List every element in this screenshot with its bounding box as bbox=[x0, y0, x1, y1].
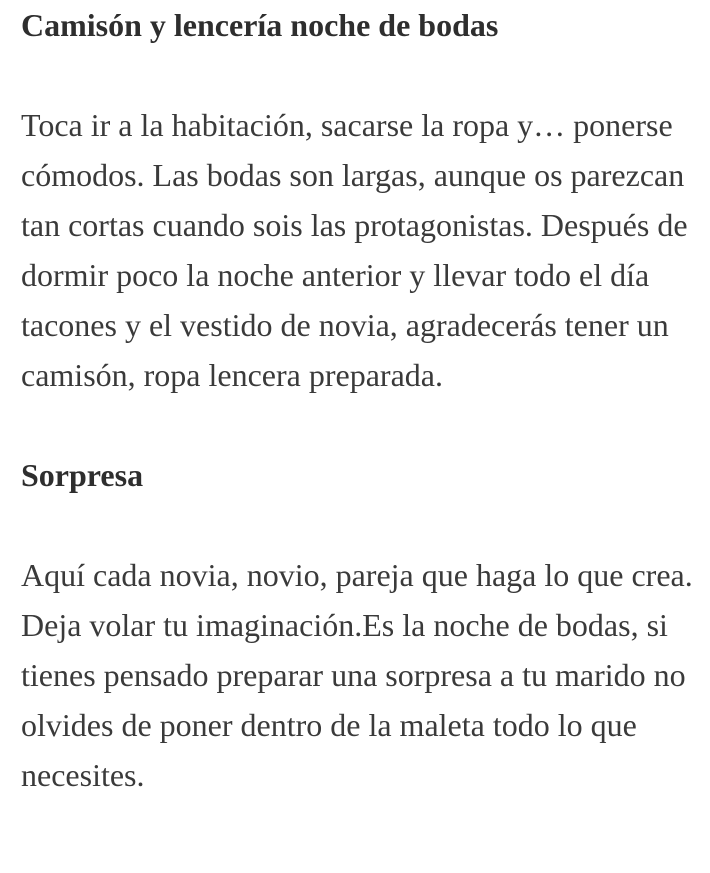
section-heading-camison: Camisón y lencería noche de bodas bbox=[21, 7, 499, 43]
spacer bbox=[21, 400, 696, 450]
section-body-camison: Toca ir a la habitación, sacarse la ropa y… ponerse cómodos. Las bodas son largas, aunque os parezcan tan cortas cuando sois las protagonistas. Después de dormir poco la noche anterior y llevar todo el día tacones y el vestido de novia, agradecerás tener un camisón, ropa lencera preparada. bbox=[21, 107, 688, 393]
spacer bbox=[21, 500, 696, 550]
section-heading-sorpresa: Sorpresa bbox=[21, 457, 144, 493]
spacer bbox=[21, 50, 696, 100]
article-content bbox=[21, 0, 696, 800]
section-body-sorpresa: Aquí cada novia, novio, pareja que haga lo que crea. Deja volar tu imaginación.Es la noche de bodas, si tienes pensado preparar una sorpresa a tu marido no olvides de poner dentro de la maleta todo lo que necesites. bbox=[21, 557, 693, 793]
